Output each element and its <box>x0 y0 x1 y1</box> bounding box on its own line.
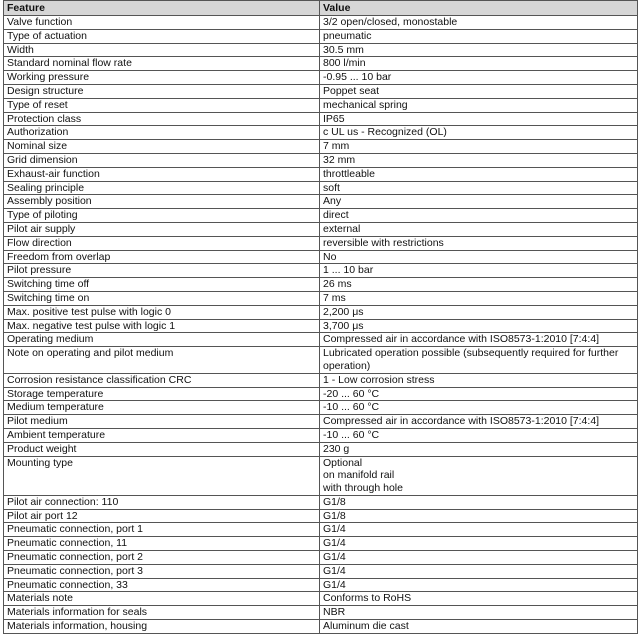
table-row <box>4 167 638 181</box>
feature-cell: Grid dimension <box>4 153 320 167</box>
value-cell: Compressed air in accordance with ISO8573-1:2010 [7:4:4] <box>320 415 638 429</box>
feature-cell: Assembly position <box>4 195 320 209</box>
feature-cell: Materials note <box>4 592 320 606</box>
value-line: Optional <box>323 456 363 469</box>
value-cell <box>320 456 638 495</box>
feature-cell: Pneumatic connection, 33 <box>4 578 320 592</box>
value-cell: G1/8 <box>320 509 638 523</box>
table-row <box>4 305 638 319</box>
table-row <box>4 84 638 98</box>
table-row <box>4 537 638 551</box>
table-row <box>4 126 638 140</box>
feature-cell: Sealing principle <box>4 181 320 195</box>
table-row <box>4 98 638 112</box>
value-cell: 32 mm <box>320 153 638 167</box>
value-cell: Compressed air in accordance with ISO8573-1:2010 [7:4:4] <box>320 333 638 347</box>
feature-cell: Switching time off <box>4 278 320 292</box>
value-cell: G1/8 <box>320 495 638 509</box>
table-row <box>4 347 638 374</box>
feature-cell: Max. positive test pulse with logic 0 <box>4 305 320 319</box>
value-cell: Aluminum die cast <box>320 620 638 634</box>
feature-cell: Pilot air port 12 <box>4 509 320 523</box>
table-row <box>4 401 638 415</box>
table-row <box>4 428 638 442</box>
table-row <box>4 209 638 223</box>
value-cell: -0.95 ... 10 bar <box>320 71 638 85</box>
table-row <box>4 564 638 578</box>
value-cell: Poppet seat <box>320 84 638 98</box>
feature-cell: Pneumatic connection, port 2 <box>4 551 320 565</box>
feature-cell: Materials information for seals <box>4 606 320 620</box>
feature-cell: Nominal size <box>4 140 320 154</box>
spec-table <box>3 0 638 634</box>
feature-cell: Pilot medium <box>4 415 320 429</box>
feature-cell: Pilot air supply <box>4 222 320 236</box>
value-cell: pneumatic <box>320 29 638 43</box>
table-row <box>4 222 638 236</box>
value-cell: G1/4 <box>320 551 638 565</box>
table-row <box>4 456 638 495</box>
feature-cell: Note on operating and pilot medium <box>4 347 320 374</box>
value-cell: 26 ms <box>320 278 638 292</box>
feature-cell: Valve function <box>4 16 320 30</box>
value-cell: Lubricated operation possible (subsequently required for further operation) <box>320 347 638 374</box>
table-row <box>4 373 638 387</box>
table-row <box>4 250 638 264</box>
value-cell: G1/4 <box>320 564 638 578</box>
value-cell: direct <box>320 209 638 223</box>
feature-cell: Type of piloting <box>4 209 320 223</box>
feature-cell: Exhaust-air function <box>4 167 320 181</box>
feature-cell: Pilot air connection: 110 <box>4 495 320 509</box>
table-row <box>4 57 638 71</box>
feature-cell: Max. negative test pulse with logic 1 <box>4 319 320 333</box>
feature-cell: Protection class <box>4 112 320 126</box>
table-row <box>4 333 638 347</box>
value-cell: soft <box>320 181 638 195</box>
table-row <box>4 140 638 154</box>
value-cell: 800 l/min <box>320 57 638 71</box>
table-row <box>4 319 638 333</box>
feature-cell: Medium temperature <box>4 401 320 415</box>
value-cell: 1 - Low corrosion stress <box>320 373 638 387</box>
feature-cell: Pneumatic connection, 11 <box>4 537 320 551</box>
value-cell: 30.5 mm <box>320 43 638 57</box>
feature-cell: Switching time on <box>4 291 320 305</box>
table-row <box>4 195 638 209</box>
table-row <box>4 181 638 195</box>
table-row <box>4 29 638 43</box>
table-body <box>4 16 638 634</box>
value-cell: 3/2 open/closed, monostable <box>320 16 638 30</box>
feature-cell: Product weight <box>4 442 320 456</box>
value-cell: G1/4 <box>320 537 638 551</box>
column-header-value: Value <box>320 1 638 16</box>
value-cell: 230 g <box>320 442 638 456</box>
feature-cell: Ambient temperature <box>4 428 320 442</box>
value-cell: G1/4 <box>320 523 638 537</box>
value-cell: No <box>320 250 638 264</box>
feature-cell: Working pressure <box>4 71 320 85</box>
feature-cell: Mounting type <box>4 456 320 495</box>
table-header-row <box>4 1 638 16</box>
value-cell: -20 ... 60 °C <box>320 387 638 401</box>
table-row <box>4 236 638 250</box>
feature-cell: Pneumatic connection, port 1 <box>4 523 320 537</box>
value-cell: external <box>320 222 638 236</box>
table-row <box>4 153 638 167</box>
table-row <box>4 278 638 292</box>
value-cell: 2,200 μs <box>320 305 638 319</box>
feature-cell: Corrosion resistance classification CRC <box>4 373 320 387</box>
feature-cell: Width <box>4 43 320 57</box>
feature-cell: Type of reset <box>4 98 320 112</box>
table-row <box>4 387 638 401</box>
table-row <box>4 592 638 606</box>
feature-cell: Standard nominal flow rate <box>4 57 320 71</box>
value-cell: 7 mm <box>320 140 638 154</box>
table-row <box>4 16 638 30</box>
feature-cell: Materials information, housing <box>4 620 320 634</box>
feature-cell: Storage temperature <box>4 387 320 401</box>
column-header-feature: Feature <box>4 1 320 16</box>
table-row <box>4 442 638 456</box>
table-row <box>4 112 638 126</box>
table-row <box>4 620 638 634</box>
table-row <box>4 578 638 592</box>
table-row <box>4 551 638 565</box>
feature-cell: Operating medium <box>4 333 320 347</box>
feature-cell: Type of actuation <box>4 29 320 43</box>
value-cell: 3,700 μs <box>320 319 638 333</box>
value-cell: mechanical spring <box>320 98 638 112</box>
table-row <box>4 523 638 537</box>
table-row <box>4 291 638 305</box>
value-cell: c UL us - Recognized (OL) <box>320 126 638 140</box>
value-line: with through hole <box>323 482 403 495</box>
table-row <box>4 71 638 85</box>
table-row <box>4 264 638 278</box>
value-cell: NBR <box>320 606 638 620</box>
value-cell: IP65 <box>320 112 638 126</box>
table-row <box>4 495 638 509</box>
value-cell: throttleable <box>320 167 638 181</box>
feature-cell: Pilot pressure <box>4 264 320 278</box>
feature-cell: Pneumatic connection, port 3 <box>4 564 320 578</box>
value-cell: Conforms to RoHS <box>320 592 638 606</box>
value-cell: G1/4 <box>320 578 638 592</box>
table-row <box>4 606 638 620</box>
feature-cell: Flow direction <box>4 236 320 250</box>
value-cell: -10 ... 60 °C <box>320 428 638 442</box>
feature-cell: Authorization <box>4 126 320 140</box>
feature-cell: Design structure <box>4 84 320 98</box>
table-row <box>4 415 638 429</box>
feature-cell: Freedom from overlap <box>4 250 320 264</box>
value-cell: reversible with restrictions <box>320 236 638 250</box>
value-cell: Any <box>320 195 638 209</box>
value-cell: 7 ms <box>320 291 638 305</box>
value-cell: 1 ... 10 bar <box>320 264 638 278</box>
value-cell: -10 ... 60 °C <box>320 401 638 415</box>
table-row <box>4 43 638 57</box>
value-line: on manifold rail <box>323 469 395 482</box>
table-row <box>4 509 638 523</box>
